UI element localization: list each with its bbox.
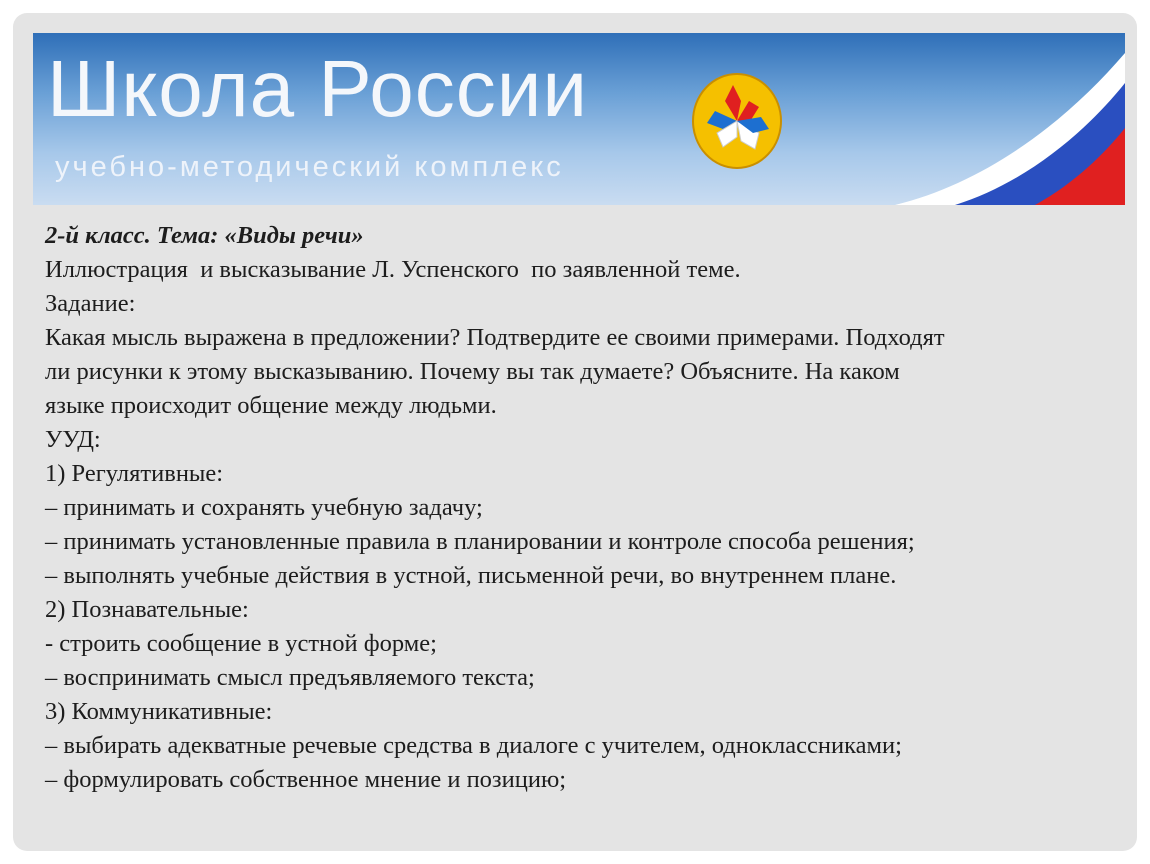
text-line: языке происходит общение между людьми. xyxy=(45,392,497,419)
text-line: – выбирать адекватные речевые средства в диалоге с учителем, одноклассниками; xyxy=(45,732,902,759)
text-line: – принимать установленные правила в планировании и контроле способа решения; xyxy=(45,528,915,555)
banner-title: Школа России xyxy=(47,44,589,133)
slide-text xyxy=(45,219,1125,797)
text-line: – формулировать собственное мнение и позицию; xyxy=(45,766,567,793)
text-line: Иллюстрация и высказывание Л. Успенского по заявленной теме. xyxy=(45,256,741,283)
russian-flag-swoosh xyxy=(895,33,1125,205)
header-banner xyxy=(33,33,1125,205)
text-line: - строить сообщение в устной форме; xyxy=(45,630,437,657)
slide xyxy=(13,13,1137,851)
banner-subtitle: учебно-методический комплекс xyxy=(55,151,564,183)
text-line: ли рисунки к этому высказыванию. Почему вы так думаете? Объясните. На каком xyxy=(45,358,900,385)
text-line: – принимать и сохранять учебную задачу; xyxy=(45,494,483,521)
text-line: 3) Коммуникативные: xyxy=(45,698,273,725)
text-line: Какая мысль выражена в предложении? Подтвердите ее своими примерами. Подходят xyxy=(45,324,945,351)
text-line: – выполнять учебные действия в устной, письменной речи, во внутреннем плане. xyxy=(45,562,897,589)
topic-heading: 2-й класс. Тема: «Виды речи» xyxy=(45,222,364,249)
text-line: 1) Регулятивные: xyxy=(45,460,224,487)
text-line: – воспринимать смысл предъявляемого текста; xyxy=(45,664,535,691)
text-line: Задание: xyxy=(45,290,136,317)
text-line: 2) Познавательные: xyxy=(45,596,249,623)
text-line: УУД: xyxy=(45,426,101,453)
school-russia-logo-icon xyxy=(689,71,785,171)
